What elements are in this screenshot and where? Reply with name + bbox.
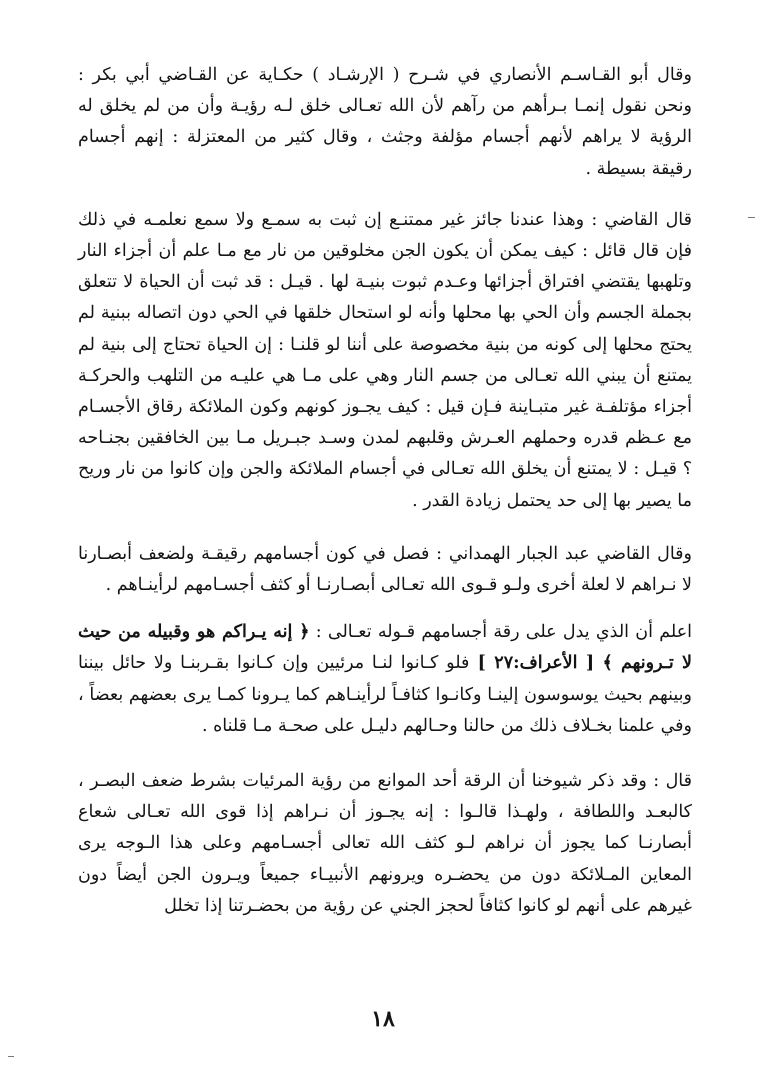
page-number: ١٨ bbox=[371, 1006, 395, 1032]
paragraph-4-lead: اعلم أن الذي يدل على رقة أجسامهم قـوله تعـالى : bbox=[309, 622, 693, 643]
paragraph-3: وقال القاضي عبد الجبار الهمداني : فصل في كون أجسامهم رقيقـة ولضعف أبصـارنا لا نـراهم لا لعلة أخرى ولـو قـوى الله تعـالى أبصـارنـا أو كثف أجسـامهم لرأينـاهم . bbox=[78, 543, 692, 596]
paragraph-4 bbox=[78, 617, 692, 742]
paragraph-5: قال : وقد ذكر شيوخنا أن الرقة أحد الموانع من رؤية المرئيات بشرط ضعف البصـر ، كالبعـد واللطافة ، ولهـذا قالـوا : إنه يجـوز أن نـراهم إذا قوى الله تعـالى شعاع أبصارنـا كما يجوز أن نراهم لـو كثف الله تعالى أجسـامهم وعلى هذا الـوجه يرى المعاين المـلائكة دون من يحضـره ويرونهم الأنبيـاء جميعاً ويـرون الجن أيضاً دون غيرهم على أنهم لو كانوا كثافاً لحجز الجني عن رؤية من بحضـرتنا إذا تخلل bbox=[78, 771, 692, 916]
paragraph-1: وقال أبو القـاسـم الأنصاري في شـرح ( الإرشـاد ) حكـاية عن القـاضي أبي بكر : ونحن نقول إنمـا بـرأهم من رآهم لأن الله تعـالى خلق لـه رؤيـة وأن من لم يخلق له الرؤية لا يراهم لأنهم أجسام مؤلفة وجثث ، وقال كثير من المعتزلة : إنهم أجسام رقيقة بسيطة . bbox=[78, 65, 692, 179]
body-text bbox=[78, 60, 692, 922]
paragraph-4-rest: فلو كـانوا لنـا مرئيين وإن كـانوا بقـربنـا ولا حائل بيننا وبينهم بحيث يوسوسون إلينـا وكانـوا كثافـاً لرأينـاهم كما يـرونا كمـا يرى بعضهم بعضاً ، وفي علمنا بخـلاف ذلك من حالنا وحـالهم دليـل على صحـة مـا قلناه . bbox=[78, 653, 692, 736]
margin-mark bbox=[8, 1056, 14, 1057]
paragraph-2: قال القاضي : وهذا عندنا جائز غير ممتنـع إن ثبت به سمـع ولا سمع نعلمـه في ذلك فإن قال قائل : كيف يمكن أن يكون الجن مخلوقين من نار مع مـا علم أن أجزاء النار وتلهبها يقتضي افتراق أجزائها وعـدم ثبوت بنيـة لها . قيـل : قد ثبت أن الحياة لا تتعلق بجملة الجسم وأن الحي بها محلها وأنه لو استحال خلقها في الحي دون اتصاله ببنية لم يحتج محلها إلى كونه من بنية مخصوصة على أننا لو قلنـا : إن الحياة تحتاج إلى بنية لم يمتنع أن يبني الله تعـالى من جسم النار وهي على مـا هي عليـه من التلهب والحركـة أجزاء مؤتلفـة غير متبـاينة فـإن قيل : كيف يجـوز كونهم وكون الملائكة رقاق الأجسـام مع عـظم قدره وحملهم العـرش وقلبهم لمدن وسـد جبـريل مـا بين الخافقين بجنـاحه ؟ قيـل : لا يمتنع أن يخلق الله تعـالى في أجسام الملائكة والجن وإن كانوا من نار وريح ما يصير بها إلى حد يحتمل زيادة القدر . bbox=[78, 209, 692, 511]
margin-mark bbox=[748, 217, 755, 218]
verse-reference: [ الأعراف:٢٧ ] bbox=[469, 653, 603, 674]
quran-verse: ﴿ إنه يـراكم هو وقبيله من حيث لا تـرونهم ﴾ bbox=[78, 622, 693, 674]
